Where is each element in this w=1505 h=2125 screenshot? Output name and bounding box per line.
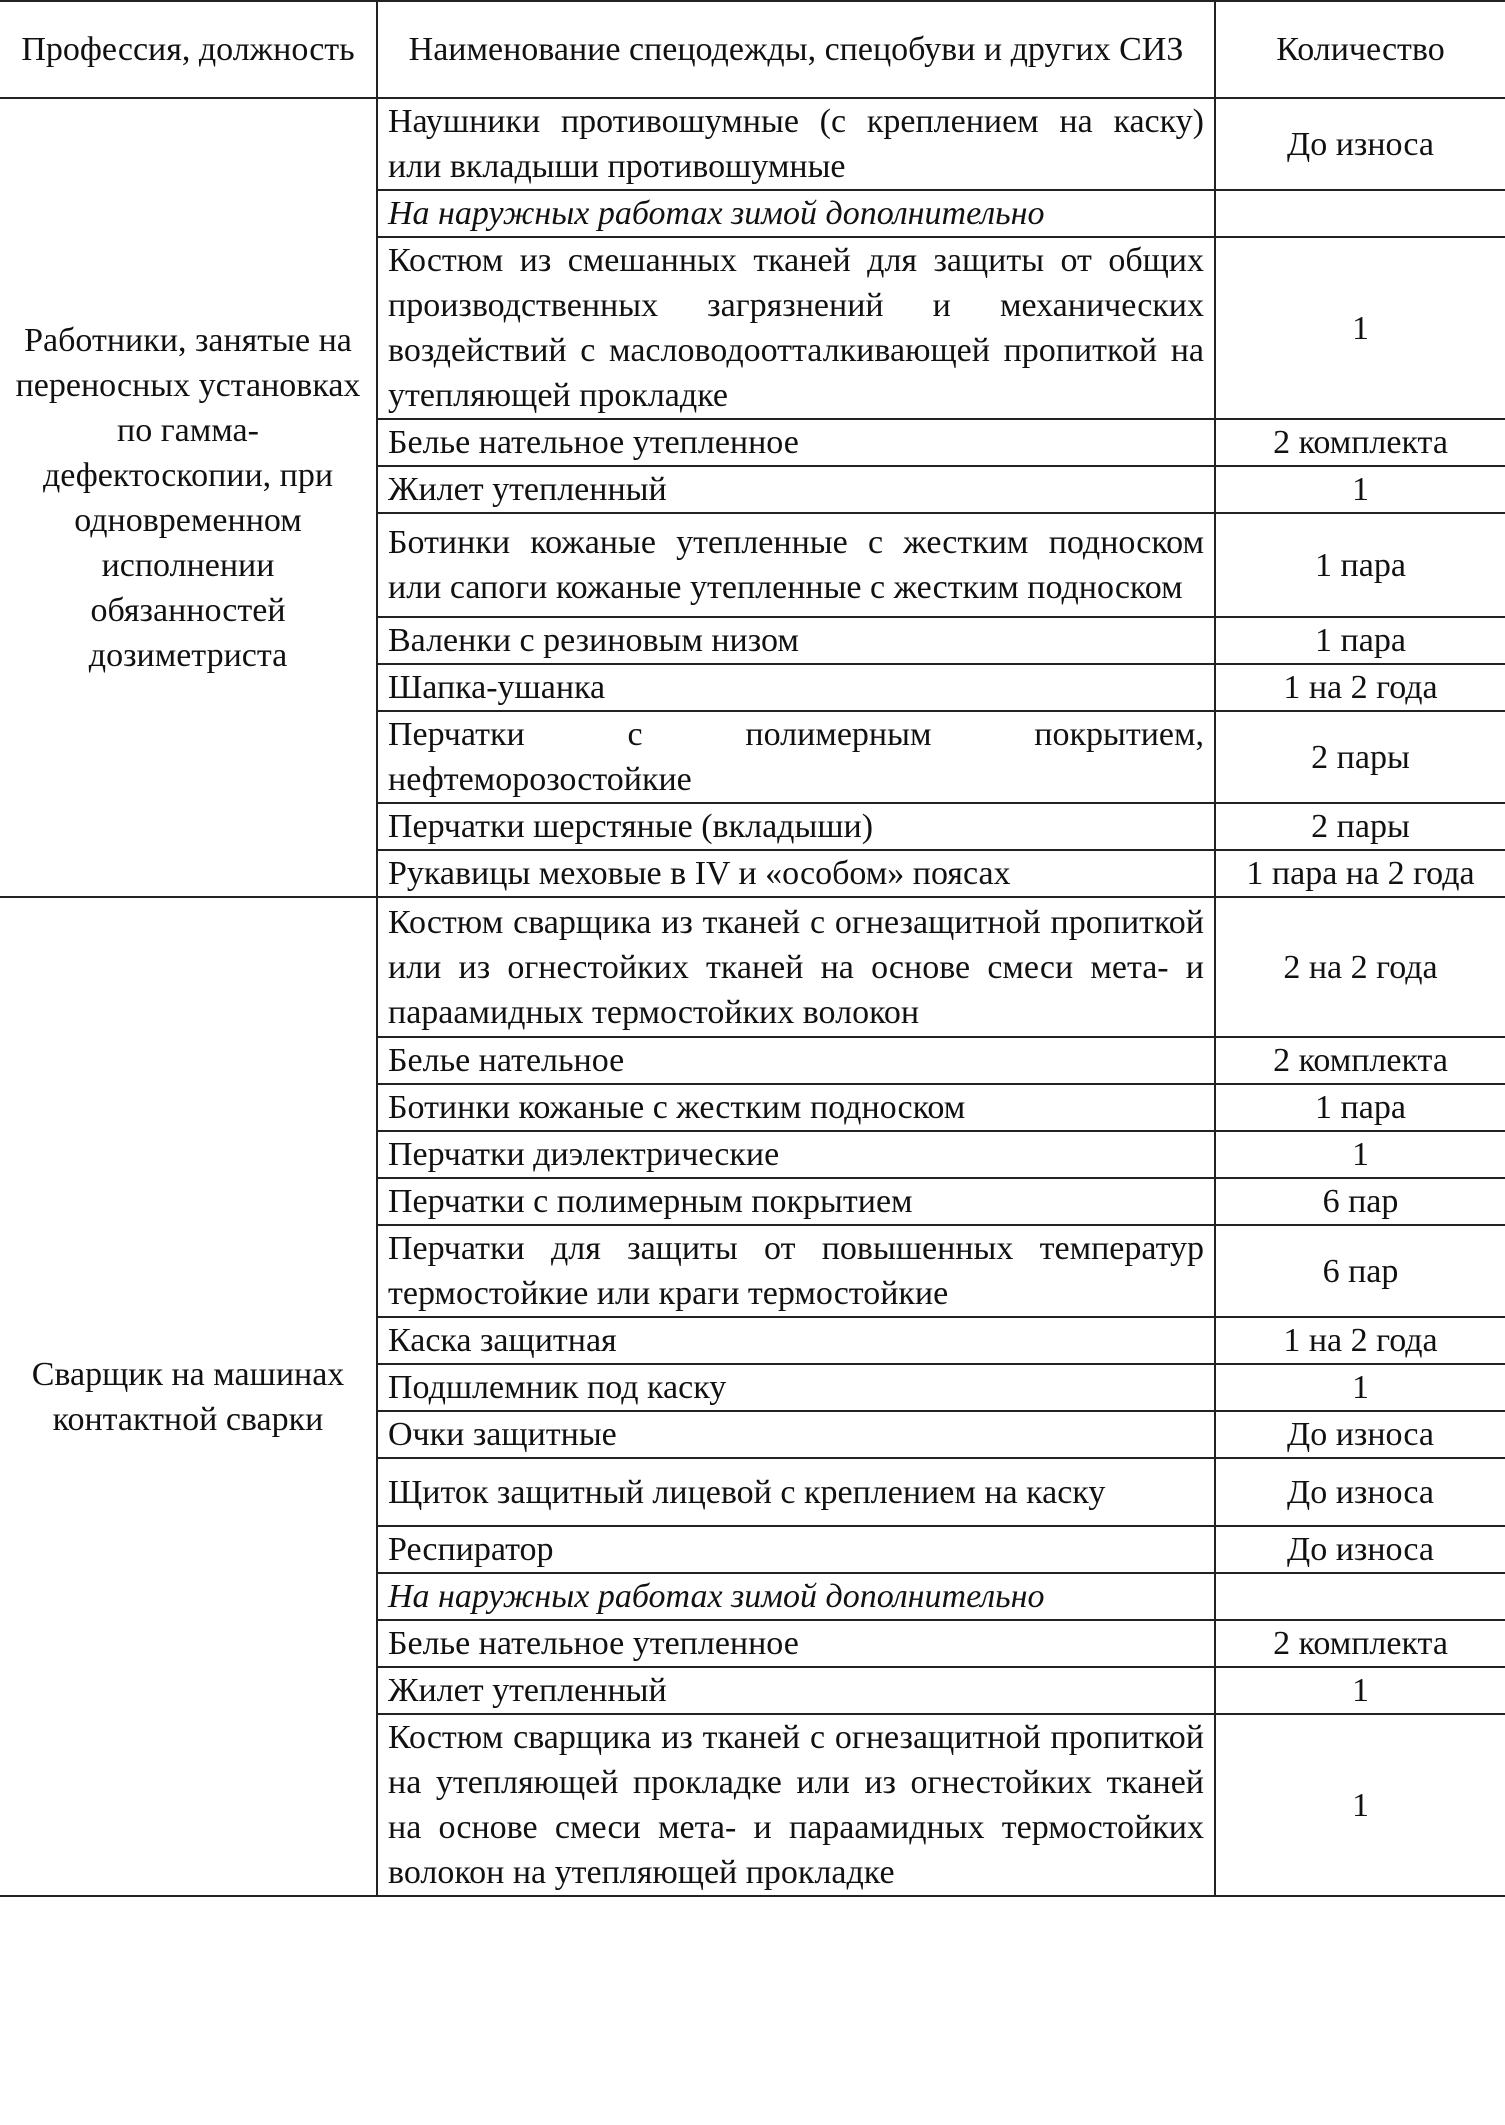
section-note-cell: На наружных работах зимой дополнительно bbox=[377, 190, 1215, 237]
item-name-cell: Жилет утепленный bbox=[377, 1667, 1215, 1714]
profession-cell: Сварщик на машинах контактной сварки bbox=[0, 897, 377, 1896]
header-quantity: Количество bbox=[1215, 1, 1505, 98]
quantity-cell: 1 bbox=[1215, 1364, 1505, 1411]
quantity-cell: 1 bbox=[1215, 1714, 1505, 1896]
item-name-cell: Перчатки диэлектрические bbox=[377, 1131, 1215, 1178]
item-name-cell: Белье нательное утепленное bbox=[377, 419, 1215, 466]
item-name-cell: Белье нательное bbox=[377, 1037, 1215, 1084]
item-name-cell: Костюм из смешанных тканей для защиты от общих производственных загрязнений и механических воздействий с масловодоотталкивающей пропиткой на утепляющей прокладке bbox=[377, 237, 1215, 419]
header-item-name: Наименование спецодежды, спецобуви и других СИЗ bbox=[377, 1, 1215, 98]
item-name-cell: Жилет утепленный bbox=[377, 466, 1215, 513]
item-name-cell: Валенки с резиновым низом bbox=[377, 617, 1215, 664]
quantity-cell: 1 bbox=[1215, 466, 1505, 513]
quantity-cell: 1 пара bbox=[1215, 1084, 1505, 1131]
quantity-cell: До износа bbox=[1215, 1526, 1505, 1573]
quantity-cell: 6 пар bbox=[1215, 1225, 1505, 1317]
quantity-cell: 2 на 2 года bbox=[1215, 897, 1505, 1037]
quantity-cell bbox=[1215, 190, 1505, 237]
table-row bbox=[0, 897, 1505, 1037]
item-name-cell: Шапка-ушанка bbox=[377, 664, 1215, 711]
item-name-cell: Очки защитные bbox=[377, 1411, 1215, 1458]
item-name-cell: Ботинки кожаные утепленные с жестким подноском или сапоги кожаные утепленные с жестким подноском bbox=[377, 513, 1215, 617]
item-name-cell: Каска защитная bbox=[377, 1317, 1215, 1364]
item-name-cell: Рукавицы меховые в IV и «особом» поясах bbox=[377, 850, 1215, 897]
table-body bbox=[0, 98, 1505, 1896]
quantity-cell: До износа bbox=[1215, 98, 1505, 190]
quantity-cell: 1 на 2 года bbox=[1215, 1317, 1505, 1364]
quantity-cell: 2 пары bbox=[1215, 711, 1505, 803]
quantity-cell: До износа bbox=[1215, 1458, 1505, 1526]
item-name-cell: Респиратор bbox=[377, 1526, 1215, 1573]
profession-cell: Работники, занятые на переносных установках по гамма-дефектоскопии, при одновременном исполнении обязанностей дозиметриста bbox=[0, 98, 377, 897]
quantity-cell: 1 на 2 года bbox=[1215, 664, 1505, 711]
quantity-cell: 6 пар bbox=[1215, 1178, 1505, 1225]
header-profession: Профессия, должность bbox=[0, 1, 377, 98]
item-name-cell: Ботинки кожаные с жестким подноском bbox=[377, 1084, 1215, 1131]
section-note-cell: На наружных работах зимой дополнительно bbox=[377, 1573, 1215, 1620]
quantity-cell: 1 пара bbox=[1215, 513, 1505, 617]
quantity-cell: 1 пара на 2 года bbox=[1215, 850, 1505, 897]
quantity-cell: 1 bbox=[1215, 1667, 1505, 1714]
quantity-cell: До износа bbox=[1215, 1411, 1505, 1458]
quantity-cell: 1 bbox=[1215, 1131, 1505, 1178]
quantity-cell: 2 пары bbox=[1215, 803, 1505, 850]
item-name-cell: Щиток защитный лицевой с креплением на каску bbox=[377, 1458, 1215, 1526]
item-name-cell: Перчатки с полимерным покрытием bbox=[377, 1178, 1215, 1225]
table-row bbox=[0, 98, 1505, 190]
item-name-cell: Костюм сварщика из тканей с огнезащитной пропиткой на утепляющей прокладке или из огнестойких тканей на основе смеси мета- и параамидных термостойких волокон на утепляющей прокладке bbox=[377, 1714, 1215, 1896]
item-name-cell: Перчатки шерстяные (вкладыши) bbox=[377, 803, 1215, 850]
item-name-cell: Перчатки для защиты от повышенных температур термостойкие или краги термостойкие bbox=[377, 1225, 1215, 1317]
table-header bbox=[0, 1, 1505, 98]
header-row bbox=[0, 1, 1505, 98]
quantity-cell: 2 комплекта bbox=[1215, 1620, 1505, 1667]
quantity-cell bbox=[1215, 1573, 1505, 1620]
quantity-cell: 1 bbox=[1215, 237, 1505, 419]
quantity-cell: 1 пара bbox=[1215, 617, 1505, 664]
item-name-cell: Перчатки с полимерным покрытием, нефтеморозостойкие bbox=[377, 711, 1215, 803]
quantity-cell: 2 комплекта bbox=[1215, 1037, 1505, 1084]
quantity-cell: 2 комплекта bbox=[1215, 419, 1505, 466]
item-name-cell: Наушники противошумные (с креплением на каску) или вкладыши противошумные bbox=[377, 98, 1215, 190]
item-name-cell: Белье нательное утепленное bbox=[377, 1620, 1215, 1667]
item-name-cell: Подшлемник под каску bbox=[377, 1364, 1215, 1411]
item-name-cell: Костюм сварщика из тканей с огнезащитной пропиткой или из огнестойких тканей на основе смеси мета- и параамидных термостойких волокон bbox=[377, 897, 1215, 1037]
